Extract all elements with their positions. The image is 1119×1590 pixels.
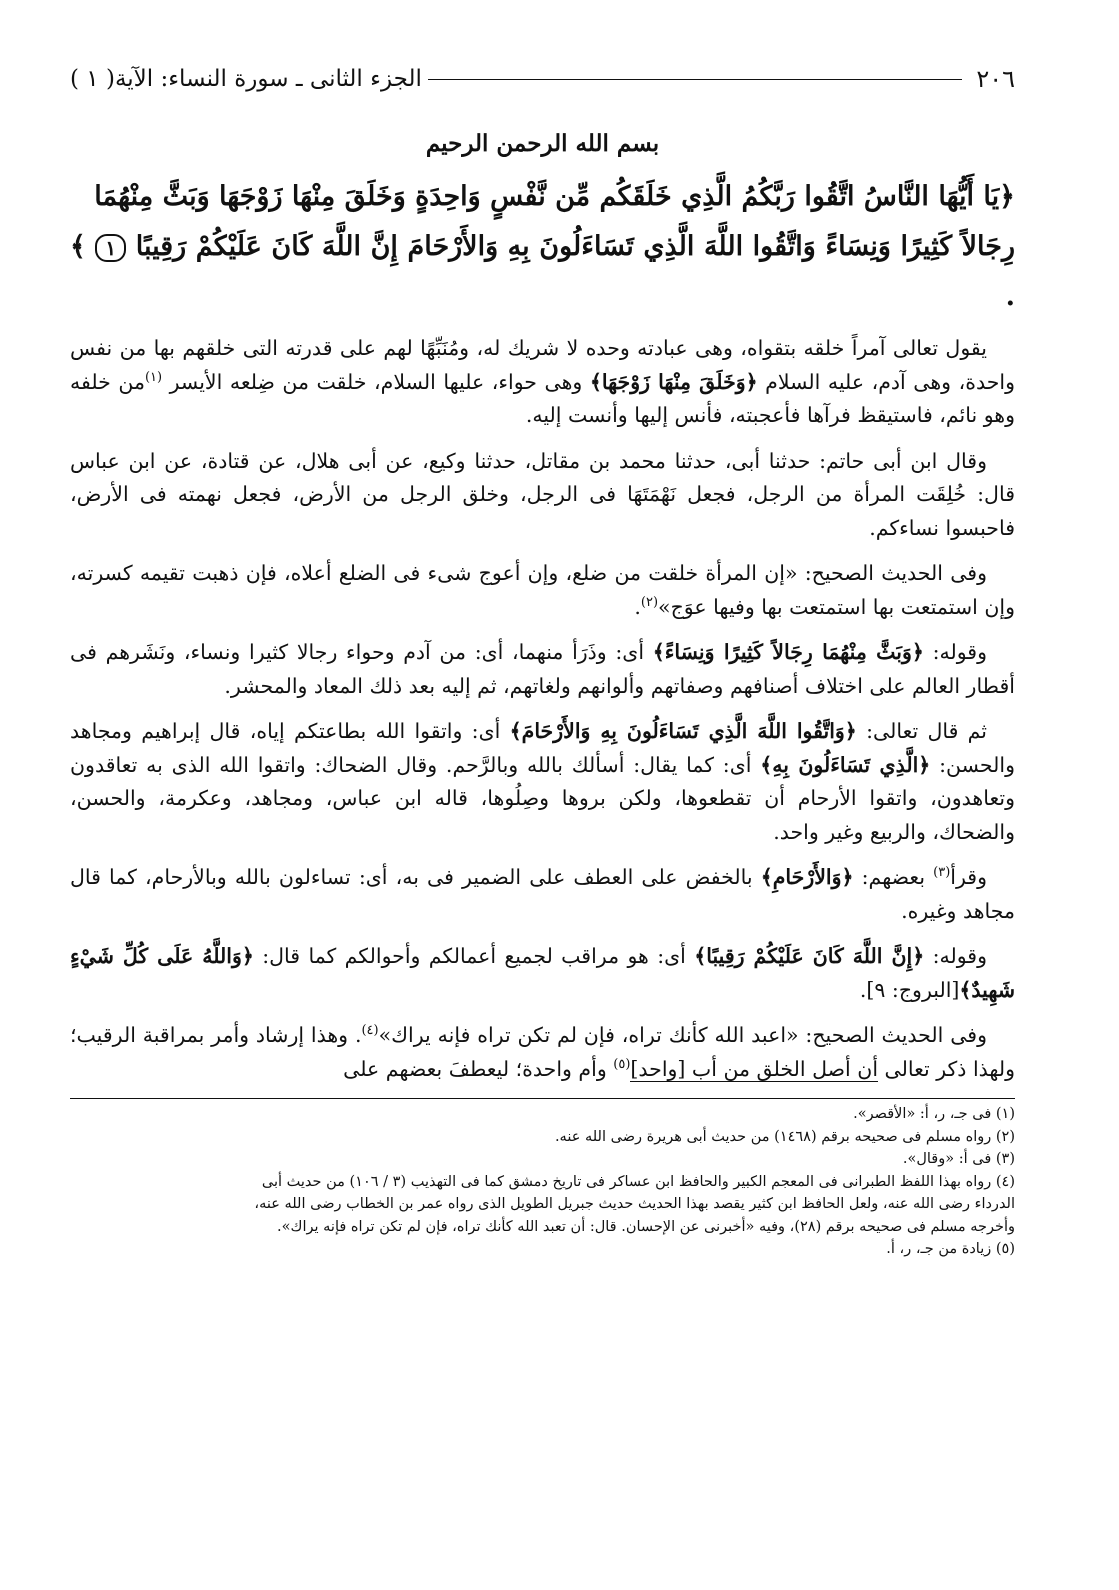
paragraph-5 (70, 715, 1015, 849)
text-span: أى: كما يقال: أسألك بالله وبالرَّحم. وقال الضحاك: واتقوا الله الذى به تعاقدون وتعاهدون، واتقوا الأرحام أن تقطعوها، ولكن بروها وصِلُوها، قاله ابن عباس، ومجاهد، وعكرمة، والحسن، والضحاك، والربيع وغير واحد. (70, 752, 1015, 844)
text-span: بالخفض على العطف على الضمير فى به، أى: تساءلون بالله وبالأرحام، كما قال مجاهد وغيره. (70, 865, 1015, 923)
paragraph-7 (70, 940, 1015, 1007)
text-span: من خلفه وهو نائم، فاستيقظ فرآها فأعجبته، فأنس إليها وأنست إليه. (70, 369, 1015, 427)
verse-line-2 (70, 222, 1015, 322)
footnote-4-continued: وأخرجه مسلم فى صحيحه برقم (٢٨)، وفيه «أخبرنى عن الإحسان. قال: أن تعبد الله كأنك تراه، فإن لم تكن تراه فإنه يراك». (277, 1218, 1015, 1235)
text-span: وهى حواء، عليها السلام، خلقت من ضِلعه الأيسر (162, 369, 590, 394)
text-span: أى: هو مراقب لجميع أعمالكم وأحوالكم كما قال: (253, 944, 695, 968)
text-span: وقرأ (950, 865, 988, 889)
text-span: وقال ابن أبى حاتم: حدثنا أبى، حدثنا محمد بن مقاتل، حدثنا وكيع، عن أبى هلال، عن قتادة، عن ابن عباس قال: خُلِقَت المرأة من الرجل، فجعل نَهْمَتَهَا فى الرجل، وخلق الرجل من الأرض، فجعل نهمته فى الأرض، فاحبسوا نساءكم. (70, 448, 1015, 540)
text-span: يقول تعالى آمراً خلقه بتقواه، وهى عبادته وحده لا شريك له، ومُنَبِّهًا لهم على قدرته التى خلقهم بها من نفس واحدة، وهى آدم، عليه السلام (70, 336, 1015, 394)
text-span: [البروج: ٩]. (859, 977, 960, 1002)
paragraph-1 (70, 332, 1015, 433)
footnote-ref-2: (٢) (640, 594, 659, 610)
quran-quote: ﴿وَخَلَقَ مِنْهَا زَوْجَهَا﴾ (589, 369, 758, 394)
running-title: الجزء الثانى ـ سورة النساء: الآية( ١ ) (70, 66, 422, 92)
footnote-2: (٢) رواه مسلم فى صحيحه برقم (١٤٦٨) من حديث أبى هريرة رضى الله عنه. (554, 1128, 1015, 1145)
quran-quote: ﴿وَاتَّقُوا اللَّهَ الَّذِي تَسَاءَلُونَ بِهِ وَالأَرْحَامَ﴾ (509, 719, 857, 743)
text-span: . وهذا إرشاد وأمر بمراقبة الرقيب؛ ولهذا ذكر تعالى (70, 1023, 1015, 1081)
verse-line-2-text: رِجَالاً كَثِيرًا وَنِسَاءً وَاتَّقُوا اللَّهَ الَّذِي تَسَاءَلُونَ بِهِ وَالأَرْحَامَ إِنَّ اللَّهَ كَانَ عَلَيْكُمْ رَقِيبًا (135, 231, 1015, 262)
text-span: وقوله: (924, 944, 987, 968)
paragraph-6 (70, 861, 1015, 928)
paragraph-8 (70, 1019, 1015, 1086)
text-span: بعضهم: (853, 865, 934, 889)
verse-closing: ﴾ . (70, 231, 1015, 312)
text-span: وفى الحديث الصحيح: «إن المرأة خلقت من ضلع، وإن أعوج شىء فى الضلع أعلاه، فإن ذهبت تقيمه كسرته، وإن استمتعت بها استمتعت بها وفيها عوَج» (70, 561, 1015, 619)
footnote-ref-4: (٤) (361, 1023, 379, 1039)
footnote-4: (٤) رواه بهذا اللفظ الطبرانى فى المعجم الكبير والحافظ ابن عساكر فى تاريخ دمشق كما فى التهذيب (٣ / ١٠٦) من حديث أبى (261, 1173, 1015, 1190)
text-span: أى: واتقوا الله بطاعتكم إياه، قال إبراهيم ومجاهد والحسن: (70, 719, 1016, 777)
paragraph-4 (70, 636, 1015, 703)
text-span: ثم قال تعالى: (856, 719, 988, 743)
footnote-3: (٣) فى أ: «وقال». (902, 1151, 1015, 1167)
quran-quote: ﴿وَالأَرْحَامِ﴾ (760, 865, 854, 889)
footnote-separator (70, 1098, 1015, 1099)
footnote-5: (٥) زيادة من جـ، ر، أ. (886, 1241, 1015, 1257)
ayah-number-badge: ١ (95, 234, 126, 262)
footnote-ref-5: (٥) (613, 1056, 631, 1072)
text-span: وفى الحديث الصحيح: «اعبد الله كأنك تراه، فإن لم تكن تراه فإنه يراك» (378, 1023, 987, 1047)
page-header (70, 62, 1015, 96)
underlined-text: أن أصل الخلق من أب [واحد] (630, 1056, 879, 1081)
paragraph-2 (70, 445, 1015, 546)
text-span: . (634, 594, 641, 619)
verse-line-1: ﴿يَا أَيُّهَا النَّاسُ اتَّقُوا رَبَّكُمُ الَّذِي خَلَقَكُم مِّن نَّفْسٍ وَاحِدَةٍ وَخَلَقَ مِنْهَا زَوْجَهَا وَبَثَّ مِنْهُمَا (94, 181, 1015, 212)
footnote-4-continued: الدرداء رضى الله عنه، ولعل الحافظ ابن كثير يقصد بهذا الحديث حديث جبريل الطويل الذى رواه عمر بن الخطاب رضى الله عنه، (254, 1196, 1015, 1212)
footnote-ref-1: (١) (144, 369, 163, 385)
page-number: ٢٠٦ (976, 65, 1015, 93)
text-span: أى: وذَرَأ منهما، أى: من آدم وحواء رجالا كثيرا ونساء، ونَشَرهم فى أقطار العالم على اختلاف أصنافهم وصفاتهم وألوانهم ولغاتهم، ثم إليه بعد ذلك المعاد والمحشر. (70, 640, 1015, 698)
quran-quote: ﴿إِنَّ اللَّهَ كَانَ عَلَيْكُمْ رَقِيبًا﴾ (694, 944, 925, 968)
text-span: وأم واحدة؛ ليعطفَ بعضهم على (343, 1056, 614, 1081)
quran-quote: ﴿وَبَثَّ مِنْهُمَا رِجَالاً كَثِيرًا وَنِسَاءً﴾ (652, 640, 924, 664)
document-page (70, 62, 1015, 1261)
footnote-ref-3: (٣) (933, 865, 951, 881)
basmala: بسم الله الرحمن الرحيم (425, 130, 660, 157)
footnotes (70, 1103, 1015, 1261)
paragraph-3 (70, 557, 1015, 624)
footnote-1: (١) فى جـ، ر، أ: «الأقصر». (853, 1106, 1015, 1122)
quran-quote: ﴿الَّذِي تَسَاءَلُونَ بِهِ﴾ (760, 752, 931, 777)
quran-verse (70, 172, 1015, 322)
quran-quote: ﴿وَاللَّهُ عَلَى كُلِّ شَيْءٍ شَهِيدٌ﴾ (70, 944, 1015, 1002)
text-span: وقوله: (923, 640, 987, 664)
header-rule (428, 79, 962, 80)
